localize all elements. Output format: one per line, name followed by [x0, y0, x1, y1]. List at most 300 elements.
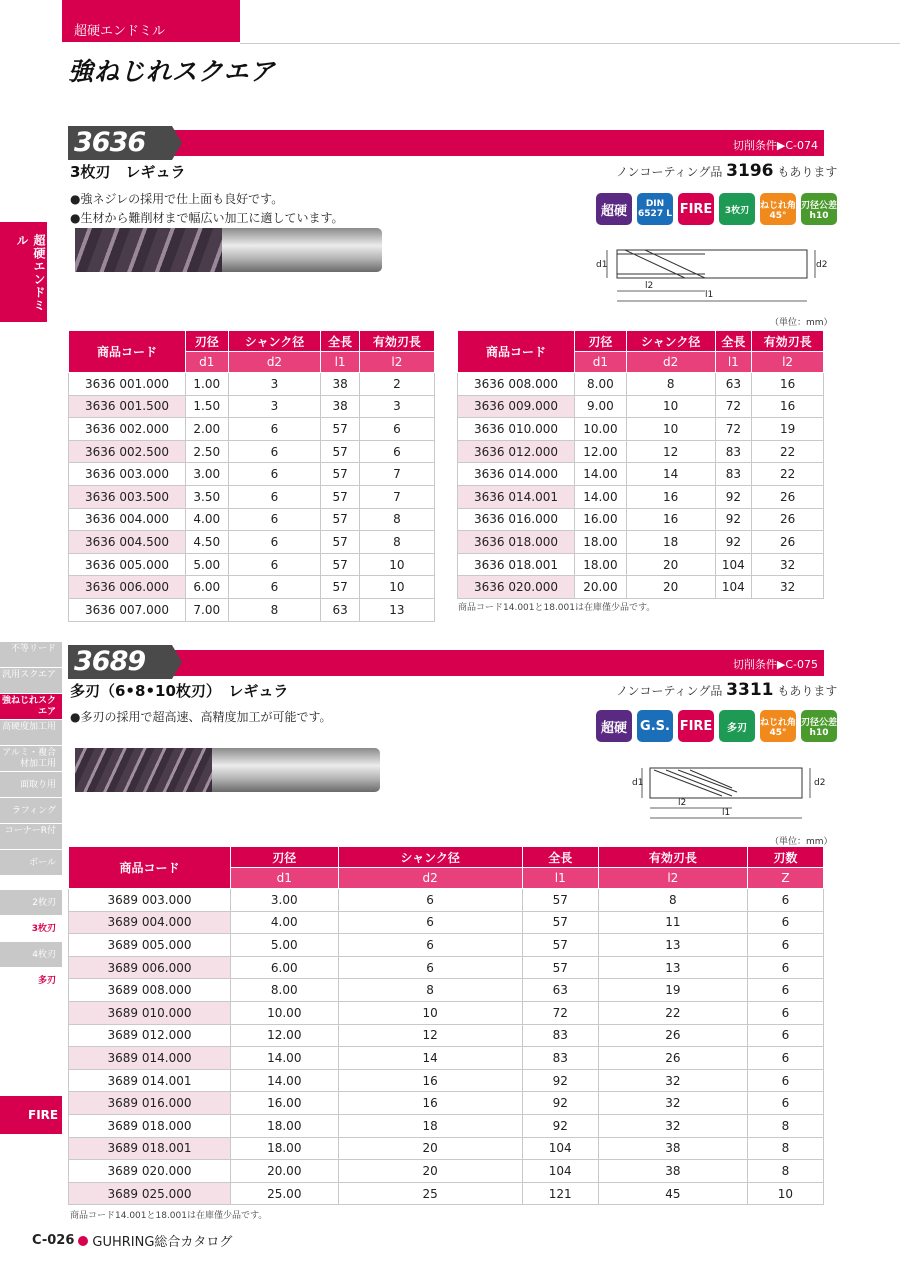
cell-value: 45 [598, 1182, 747, 1205]
cell-code: 3636 018.001 [458, 553, 575, 576]
cell-value: 10.00 [231, 1001, 339, 1024]
col-l2: l2 [752, 352, 824, 373]
tool-photo-shank [212, 748, 380, 792]
cell-value: 8 [359, 508, 434, 531]
section2-noncoat [616, 680, 837, 700]
table-row [69, 485, 435, 508]
cell-value: 57 [321, 418, 359, 441]
cell-value: 6 [747, 1092, 823, 1115]
col-d1: d1 [186, 352, 229, 373]
cell-value: 26 [752, 531, 824, 554]
cell-value: 10 [338, 1001, 522, 1024]
cell-value: 57 [522, 911, 598, 934]
table-row [69, 1160, 824, 1183]
diagram-l2-label: l2 [645, 281, 654, 291]
side-item-3-flute[interactable]: 3枚刃 [0, 916, 62, 942]
cell-code: 3689 004.000 [69, 911, 231, 934]
cell-value: 32 [598, 1092, 747, 1115]
cell-value: 8 [747, 1137, 823, 1160]
table-row [69, 1137, 824, 1160]
diagram-flutes [654, 770, 737, 796]
fire-badge: FIRE [678, 193, 714, 225]
cell-value: 7.00 [186, 598, 229, 621]
cell-value: 32 [752, 576, 824, 599]
cell-value: 16 [338, 1069, 522, 1092]
cell-value: 10 [359, 553, 434, 576]
cell-value: 5.00 [231, 934, 339, 957]
section2-table [68, 846, 824, 1205]
cell-value: 5.00 [186, 553, 229, 576]
flute-count-badge: 3枚刃 [719, 193, 755, 225]
page-number: C-026 [32, 1233, 75, 1248]
cell-value: 8 [747, 1160, 823, 1183]
cell-value: 92 [715, 485, 752, 508]
table-row [69, 373, 435, 396]
cell-value: 8 [626, 373, 715, 396]
diagram-l2-label: l2 [678, 798, 687, 808]
fire-tab[interactable]: FIRE [0, 1096, 62, 1134]
diagram-flutes [617, 250, 705, 278]
cell-value: 6 [747, 1047, 823, 1070]
cell-value: 1.00 [186, 373, 229, 396]
cell-value: 8.00 [231, 979, 339, 1002]
cell-code: 3636 004.500 [69, 531, 186, 554]
fire-badge: FIRE [678, 710, 714, 742]
col-code: 商品コード [69, 847, 231, 889]
cell-code: 3689 003.000 [69, 889, 231, 912]
cell-value: 10 [747, 1182, 823, 1205]
cell-value: 6 [228, 485, 321, 508]
diagram-d2-label: d2 [816, 260, 828, 270]
cell-value: 18 [626, 531, 715, 554]
table-row [69, 463, 435, 486]
section1-note: 商品コード14.001と18.001は在庫僅少品です。 [458, 603, 656, 613]
cell-value: 63 [715, 373, 752, 396]
cell-value: 6 [338, 911, 522, 934]
cell-value: 92 [522, 1069, 598, 1092]
cell-value: 4.00 [231, 911, 339, 934]
cell-value: 32 [752, 553, 824, 576]
section2-badges [596, 710, 837, 742]
cell-value: 14 [626, 463, 715, 486]
cell-value: 38 [321, 395, 359, 418]
section2-tool-diagram [632, 762, 832, 824]
side-item-chamfer[interactable]: 面取り用 [0, 772, 62, 798]
cell-value: 8 [338, 979, 522, 1002]
cell-value: 20.00 [231, 1160, 339, 1183]
catalog-name: GUHRING総合カタログ [92, 1235, 233, 1250]
col-shank: シャンク径 [338, 847, 522, 868]
cell-value: 83 [715, 440, 752, 463]
table-row [69, 911, 824, 934]
sidebar-category-tab[interactable] [0, 222, 47, 322]
table-row [69, 1182, 824, 1205]
side-item-aluminum[interactable]: アルミ・複合材加工用 [0, 746, 62, 772]
col-l1: l1 [321, 352, 359, 373]
tool-photo-shank [222, 228, 382, 272]
col-d1: d1 [575, 352, 627, 373]
cell-value: 10.00 [575, 418, 627, 441]
cell-value: 7 [359, 463, 434, 486]
cell-value: 26 [598, 1024, 747, 1047]
cell-value: 63 [321, 598, 359, 621]
cell-value: 16 [752, 373, 824, 396]
multi-flute-badge: 多刃 [719, 710, 755, 742]
table-row [69, 1001, 824, 1024]
cell-value: 22 [598, 1001, 747, 1024]
tolerance-badge: 刃径公差 h10 [801, 193, 837, 225]
cell-code: 3689 014.001 [69, 1069, 231, 1092]
cell-value: 6 [359, 418, 434, 441]
cell-value: 12 [626, 440, 715, 463]
cell-value: 14.00 [575, 463, 627, 486]
cell-value: 2.00 [186, 418, 229, 441]
table-row [458, 485, 824, 508]
table-row [458, 418, 824, 441]
cell-value: 18.00 [231, 1114, 339, 1137]
cell-code: 3689 018.001 [69, 1137, 231, 1160]
cell-value: 57 [321, 531, 359, 554]
col-flute-length: 有効刃長 [359, 331, 434, 352]
section1-bullets [70, 190, 344, 228]
cell-code: 3636 005.000 [69, 553, 186, 576]
cell-value: 6 [228, 418, 321, 441]
cell-value: 7 [359, 485, 434, 508]
col-diameter: 刃径 [231, 847, 339, 868]
cell-value: 104 [522, 1160, 598, 1183]
col-l2: l2 [359, 352, 434, 373]
cell-value: 14.00 [575, 485, 627, 508]
cell-value: 10 [626, 418, 715, 441]
cell-value: 12 [338, 1024, 522, 1047]
cell-code: 3689 008.000 [69, 979, 231, 1002]
helix-angle-badge: ねじれ角 45° [760, 193, 796, 225]
col-code: 商品コード [458, 331, 575, 373]
section1-cut-cond-link[interactable]: 切削条件▶C-074 [732, 139, 818, 152]
cell-value: 16 [626, 485, 715, 508]
cell-value: 1.50 [186, 395, 229, 418]
cell-value: 6 [228, 531, 321, 554]
cell-value: 57 [522, 934, 598, 957]
cell-value: 13 [598, 956, 747, 979]
side-item-multi-flute[interactable]: 多刃 [0, 968, 62, 994]
cell-value: 6 [747, 956, 823, 979]
cell-value: 14.00 [231, 1069, 339, 1092]
cell-value: 6 [338, 934, 522, 957]
cell-value: 16 [626, 508, 715, 531]
col-flute-length: 有効刃長 [752, 331, 824, 352]
cell-value: 6 [747, 889, 823, 912]
cell-code: 3636 010.000 [458, 418, 575, 441]
section1-noncoat [616, 161, 837, 181]
cell-value: 57 [522, 956, 598, 979]
cell-code: 3636 009.000 [458, 395, 575, 418]
cell-value: 8.00 [575, 373, 627, 396]
cell-value: 57 [321, 463, 359, 486]
col-l1: l1 [715, 352, 752, 373]
cell-code: 3636 014.001 [458, 485, 575, 508]
cell-value: 121 [522, 1182, 598, 1205]
cell-value: 83 [522, 1047, 598, 1070]
section1-unit: （単位：mm） [770, 318, 833, 328]
cell-value: 18 [338, 1114, 522, 1137]
cell-value: 25 [338, 1182, 522, 1205]
table-row [69, 418, 435, 441]
section2-table-body [69, 889, 824, 1205]
cell-value: 4.00 [186, 508, 229, 531]
diagram-d1-label: d1 [632, 778, 644, 788]
table-row [458, 553, 824, 576]
cell-code: 3636 003.000 [69, 463, 186, 486]
cell-value: 6 [228, 463, 321, 486]
cell-value: 72 [715, 418, 752, 441]
table-row [458, 463, 824, 486]
side-item-roughing[interactable]: ラフィング [0, 798, 62, 824]
side-item-high-helix-square[interactable]: 強ねじれスクエア [0, 694, 62, 720]
cell-value: 38 [598, 1137, 747, 1160]
footer [32, 1231, 232, 1250]
nc-code: 3311 [726, 680, 774, 700]
nc-prefix: ノンコーティング品 [616, 165, 723, 179]
cell-value: 13 [359, 598, 434, 621]
cell-value: 92 [522, 1092, 598, 1115]
table-row [69, 576, 435, 599]
tool-photo-flutes [75, 228, 225, 272]
cell-code: 3689 006.000 [69, 956, 231, 979]
side-item-4-flute[interactable]: 4枚刃 [0, 942, 62, 968]
cell-value: 57 [522, 889, 598, 912]
cell-value: 16.00 [231, 1092, 339, 1115]
section1-table-right-body [458, 373, 824, 599]
cell-code: 3689 020.000 [69, 1160, 231, 1183]
cell-value: 104 [715, 576, 752, 599]
cell-value: 13 [598, 934, 747, 957]
cell-value: 16.00 [575, 508, 627, 531]
table-row [69, 1114, 824, 1137]
cell-code: 3689 018.000 [69, 1114, 231, 1137]
nc-suffix: もあります [777, 684, 838, 698]
cell-value: 19 [752, 418, 824, 441]
carbide-badge: 超硬 [596, 193, 632, 225]
cell-value: 57 [321, 485, 359, 508]
cell-value: 20 [338, 1137, 522, 1160]
cell-value: 57 [321, 576, 359, 599]
cell-code: 3636 003.500 [69, 485, 186, 508]
side-item-hard-material[interactable]: 高硬度加工用 [0, 720, 62, 746]
cell-value: 22 [752, 440, 824, 463]
section1-table-left-body [69, 373, 435, 622]
cell-value: 72 [522, 1001, 598, 1024]
nc-prefix: ノンコーティング品 [616, 684, 723, 698]
diagram-d1-label: d1 [596, 260, 608, 270]
cell-value: 3.50 [186, 485, 229, 508]
page-title: 強ねじれスクエア [68, 57, 276, 86]
cell-value: 16 [338, 1092, 522, 1115]
diagram-l1-label: l1 [722, 808, 731, 818]
section2-arrow [172, 645, 182, 679]
table-row [458, 508, 824, 531]
table-row [458, 373, 824, 396]
cell-value: 6 [228, 576, 321, 599]
cell-value: 18.00 [231, 1137, 339, 1160]
section2-bullets [70, 708, 332, 727]
side-item-general-square[interactable]: 汎用スクエア [0, 668, 62, 694]
diagram-l1-label: l1 [705, 290, 714, 300]
cell-value: 83 [522, 1024, 598, 1047]
col-length: 全長 [715, 331, 752, 352]
cell-value: 19 [598, 979, 747, 1002]
section1-table-left [68, 330, 435, 622]
col-d2: d2 [228, 352, 321, 373]
tool-photo-flutes [75, 748, 215, 792]
cell-value: 6 [747, 911, 823, 934]
header-rule [240, 43, 900, 44]
cell-code: 3636 020.000 [458, 576, 575, 599]
side-item-2-flute[interactable]: 2枚刃 [0, 890, 62, 916]
cell-value: 2 [359, 373, 434, 396]
cell-code: 3636 012.000 [458, 440, 575, 463]
section1-table-right [457, 330, 824, 599]
col-d2: d2 [338, 868, 522, 889]
cell-value: 63 [522, 979, 598, 1002]
table-row [69, 395, 435, 418]
cell-value: 11 [598, 911, 747, 934]
cell-value: 8 [228, 598, 321, 621]
cell-value: 6 [747, 1069, 823, 1092]
table-row [69, 508, 435, 531]
cell-value: 32 [598, 1114, 747, 1137]
cell-value: 6 [359, 440, 434, 463]
cell-value: 6 [228, 553, 321, 576]
cell-value: 6 [747, 1001, 823, 1024]
category-tab[interactable]: 超硬エンドミル [62, 0, 240, 42]
cell-value: 18.00 [575, 553, 627, 576]
side-flute-menu [0, 890, 62, 994]
cell-value: 38 [598, 1160, 747, 1183]
cell-code: 3636 002.000 [69, 418, 186, 441]
col-l2: l2 [598, 868, 747, 889]
section1-arrow [172, 126, 182, 160]
cell-value: 20 [626, 576, 715, 599]
cell-value: 3.00 [231, 889, 339, 912]
cell-value: 6 [338, 889, 522, 912]
cell-value: 92 [715, 508, 752, 531]
col-flute-length: 有効刃長 [598, 847, 747, 868]
side-item-unequal-lead[interactable]: 不等リード [0, 642, 62, 668]
cell-value: 25.00 [231, 1182, 339, 1205]
col-shank: シャンク径 [626, 331, 715, 352]
col-shank: シャンク径 [228, 331, 321, 352]
cell-value: 26 [752, 508, 824, 531]
cell-code: 3636 018.000 [458, 531, 575, 554]
cell-value: 104 [522, 1137, 598, 1160]
bullet: ●強ネジレの採用で仕上面も良好です。 [70, 192, 284, 206]
cell-code: 3689 010.000 [69, 1001, 231, 1024]
gs-badge: G.S. [637, 710, 673, 742]
cell-value: 8 [598, 889, 747, 912]
cell-value: 3 [228, 395, 321, 418]
cell-value: 12.00 [231, 1024, 339, 1047]
cell-value: 10 [359, 576, 434, 599]
helix-angle-badge: ねじれ角 45° [760, 710, 796, 742]
cell-code: 3636 014.000 [458, 463, 575, 486]
col-d2: d2 [626, 352, 715, 373]
section2-cut-cond-link[interactable]: 切削条件▶C-075 [732, 658, 818, 671]
cell-value: 9.00 [575, 395, 627, 418]
cell-value: 57 [321, 508, 359, 531]
cell-value: 4.50 [186, 531, 229, 554]
cell-value: 57 [321, 440, 359, 463]
table-row [458, 395, 824, 418]
bullet: ●生材から難削材まで幅広い加工に適しています。 [70, 211, 344, 225]
table-row [69, 553, 435, 576]
cell-value: 38 [321, 373, 359, 396]
cell-value: 6.00 [231, 956, 339, 979]
cell-value: 16 [752, 395, 824, 418]
cell-value: 14 [338, 1047, 522, 1070]
cell-value: 83 [715, 463, 752, 486]
table-row [69, 934, 824, 957]
cell-value: 12.00 [575, 440, 627, 463]
col-length: 全長 [522, 847, 598, 868]
table-row [458, 531, 824, 554]
side-menu [0, 642, 62, 876]
cell-code: 3636 016.000 [458, 508, 575, 531]
cell-value: 72 [715, 395, 752, 418]
side-item-corner-r[interactable]: コーナーR付 [0, 824, 62, 850]
nc-suffix: もあります [777, 165, 838, 179]
table-row [69, 531, 435, 554]
cell-value: 20 [338, 1160, 522, 1183]
section2-unit: （単位：mm） [770, 837, 833, 847]
cell-value: 20.00 [575, 576, 627, 599]
cell-code: 3636 001.000 [69, 373, 186, 396]
table-row [69, 979, 824, 1002]
table-row [69, 1024, 824, 1047]
section2-note: 商品コード14.001と18.001は在庫僅少品です。 [70, 1211, 268, 1221]
cell-code: 3636 004.000 [69, 508, 186, 531]
diagram-d2-label: d2 [814, 778, 826, 788]
col-d1: d1 [231, 868, 339, 889]
col-length: 全長 [321, 331, 359, 352]
section2-subtitle: 多刃（6•8•10枚刃） レギュラ [70, 682, 289, 700]
cell-value: 6 [747, 934, 823, 957]
cell-value: 2.50 [186, 440, 229, 463]
table-row [69, 440, 435, 463]
cell-code: 3636 006.000 [69, 576, 186, 599]
table-row [69, 1047, 824, 1070]
section1-number: 3636 [68, 126, 172, 160]
carbide-badge: 超硬 [596, 710, 632, 742]
cell-value: 10 [626, 395, 715, 418]
cell-value: 26 [752, 485, 824, 508]
cell-value: 3.00 [186, 463, 229, 486]
cell-value: 32 [598, 1069, 747, 1092]
cell-code: 3689 016.000 [69, 1092, 231, 1115]
cell-code: 3636 008.000 [458, 373, 575, 396]
col-l1: l1 [522, 868, 598, 889]
cell-value: 6 [747, 1024, 823, 1047]
col-code: 商品コード [69, 331, 186, 373]
bullet-dot-icon [78, 1236, 88, 1246]
side-item-ball[interactable]: ボール [0, 850, 62, 876]
table-row [69, 598, 435, 621]
col-diameter: 刃径 [575, 331, 627, 352]
cell-code: 3689 025.000 [69, 1182, 231, 1205]
nc-code: 3196 [726, 161, 774, 181]
tolerance-badge: 刃径公差 h10 [801, 710, 837, 742]
cell-code: 3636 002.500 [69, 440, 186, 463]
